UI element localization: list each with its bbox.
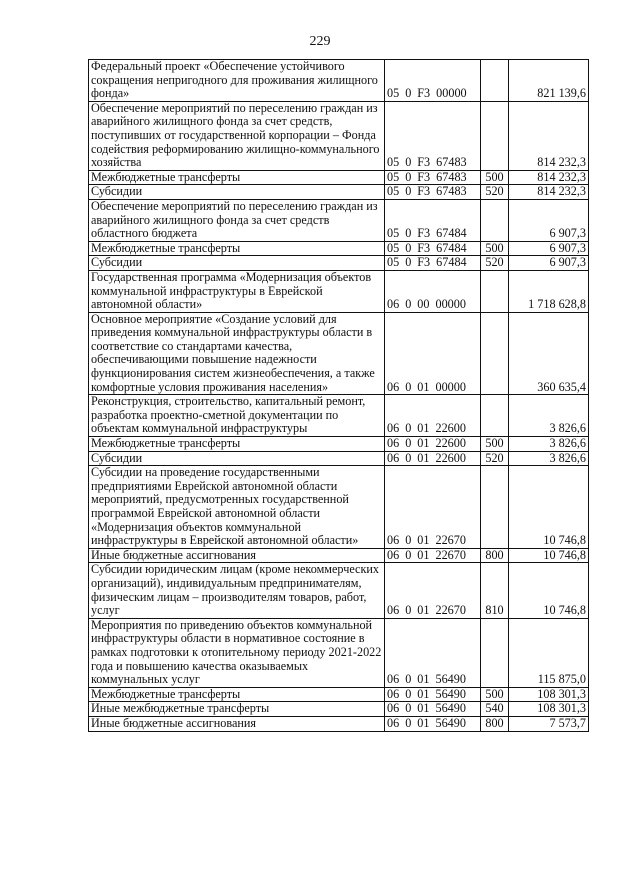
row-sum: 3 826,6 — [509, 395, 589, 437]
code-part-1: 05 — [387, 255, 400, 270]
code-part-4: 67484 — [436, 240, 467, 255]
code-part-1: 06 — [387, 603, 400, 618]
row-code — [385, 702, 481, 717]
code-part-1: 06 — [387, 379, 400, 394]
row-sum: 6 907,3 — [509, 241, 589, 256]
row-sum: 814 232,3 — [509, 170, 589, 185]
code-part-1: 05 — [387, 169, 400, 184]
code-part-4: 67483 — [436, 155, 467, 170]
row-code — [385, 395, 481, 437]
row-sum: 3 826,6 — [509, 437, 589, 452]
code-part-4: 22670 — [435, 547, 466, 562]
table-row — [89, 101, 589, 170]
row-expense-type: 520 — [481, 451, 509, 466]
row-name: Субсидии — [89, 185, 385, 200]
code-part-4: 56490 — [435, 701, 466, 716]
table-row — [89, 687, 589, 702]
row-sum: 108 301,3 — [509, 687, 589, 702]
row-name: Обеспечение мероприятий по переселению граждан из аварийного жилищного фонда за счет средств областного бюджета — [89, 199, 385, 241]
row-sum: 821 139,6 — [509, 60, 589, 102]
row-expense-type: 500 — [481, 687, 509, 702]
code-part-2: 0 — [405, 436, 412, 451]
code-part-2: 0 — [405, 603, 412, 618]
code-part-4: 00000 — [435, 297, 466, 312]
code-part-4: 56490 — [435, 686, 466, 701]
code-part-2: 0 — [405, 155, 412, 170]
row-expense-type: 800 — [481, 548, 509, 563]
code-part-1: 06 — [387, 715, 400, 730]
row-name: Межбюджетные трансферты — [89, 170, 385, 185]
row-sum: 814 232,3 — [509, 185, 589, 200]
row-code — [385, 451, 481, 466]
code-part-4: 22670 — [435, 603, 466, 618]
code-part-1: 06 — [387, 547, 400, 562]
row-name: Межбюджетные трансферты — [89, 437, 385, 452]
row-code — [385, 687, 481, 702]
table-row — [89, 548, 589, 563]
row-expense-type — [481, 270, 509, 312]
row-sum: 814 232,3 — [509, 101, 589, 170]
row-sum: 108 301,3 — [509, 702, 589, 717]
row-name: Основное мероприятие «Создание условий для приведения коммунальной инфраструктуры области в соответствие со стандартами качества, обеспечивающими повышение надежности функционирования систем жизнеобеспечения, а также комфортные условия проживания населения» — [89, 312, 385, 395]
row-sum: 1 718 628,8 — [509, 270, 589, 312]
table-row — [89, 451, 589, 466]
code-part-4: 67483 — [436, 169, 467, 184]
code-part-2: 0 — [405, 686, 412, 701]
row-code — [385, 548, 481, 563]
code-part-1: 05 — [387, 86, 400, 101]
code-part-1: 06 — [387, 686, 400, 701]
row-code — [385, 199, 481, 241]
row-expense-type: 500 — [481, 437, 509, 452]
row-expense-type: 520 — [481, 256, 509, 271]
table-row — [89, 170, 589, 185]
row-code — [385, 256, 481, 271]
code-part-4: 22600 — [435, 450, 466, 465]
row-sum: 115 875,0 — [509, 618, 589, 687]
row-name: Межбюджетные трансферты — [89, 241, 385, 256]
row-expense-type — [481, 60, 509, 102]
code-part-2: 0 — [405, 701, 412, 716]
row-code — [385, 101, 481, 170]
code-part-1: 06 — [387, 672, 400, 687]
code-part-1: 05 — [387, 184, 400, 199]
code-part-1: 06 — [387, 701, 400, 716]
row-name: Реконструкция, строительство, капитальный ремонт, разработка проектно-сметной документации по объектам коммунальной инфраструктуры — [89, 395, 385, 437]
row-expense-type: 810 — [481, 563, 509, 618]
code-part-1: 05 — [387, 226, 400, 241]
row-code — [385, 716, 481, 731]
code-part-4: 22600 — [435, 421, 466, 436]
code-part-3: 01 — [417, 686, 430, 701]
row-name: Иные межбюджетные трансферты — [89, 702, 385, 717]
row-name: Субсидии на проведение государственными предприятиями Еврейской автономной области мероприятий, предусмотренных государственной программой Еврейской автономной области «Модернизация объектов коммунальной инфраструктуры в Еврейской автономной области» — [89, 466, 385, 549]
code-part-4: 56490 — [435, 672, 466, 687]
code-part-3: 01 — [417, 436, 430, 451]
row-expense-type — [481, 101, 509, 170]
row-expense-type — [481, 199, 509, 241]
row-sum: 7 573,7 — [509, 716, 589, 731]
row-name: Мероприятия по приведению объектов коммунальной инфраструктуры области в нормативное состояние в рамках подготовки к отопительному периоду 2021-2022 года и повышению качества оказываемых коммунальных услуг — [89, 618, 385, 687]
code-part-3: F3 — [417, 155, 431, 170]
code-part-3: 01 — [417, 603, 430, 618]
code-part-4: 67484 — [436, 226, 467, 241]
row-name: Иные бюджетные ассигнования — [89, 548, 385, 563]
row-name: Обеспечение мероприятий по переселению граждан из аварийного жилищного фонда за счет средств, поступивших от государственной корпорации – Фонда содействия реформированию жилищно-коммунального хозяйства — [89, 101, 385, 170]
code-part-3: F3 — [417, 169, 431, 184]
code-part-3: F3 — [417, 240, 431, 255]
row-sum: 10 746,8 — [509, 466, 589, 549]
code-part-2: 0 — [405, 379, 412, 394]
row-name: Субсидии юридическим лицам (кроме некоммерческих организаций), индивидуальным предпринимателям, физическим лицам – производителям товаров, работ, услуг — [89, 563, 385, 618]
table-row — [89, 256, 589, 271]
code-part-4: 67484 — [436, 255, 467, 270]
table-row — [89, 563, 589, 618]
row-name: Иные бюджетные ассигнования — [89, 716, 385, 731]
row-sum: 3 826,6 — [509, 451, 589, 466]
table-row — [89, 466, 589, 549]
code-part-3: 01 — [417, 379, 430, 394]
code-part-1: 06 — [387, 450, 400, 465]
row-name: Субсидии — [89, 451, 385, 466]
code-part-2: 0 — [405, 450, 412, 465]
row-code — [385, 312, 481, 395]
code-part-3: 01 — [417, 450, 430, 465]
row-expense-type — [481, 618, 509, 687]
row-expense-type: 800 — [481, 716, 509, 731]
row-expense-type — [481, 312, 509, 395]
row-name: Федеральный проект «Обеспечение устойчивого сокращения непригодного для проживания жилищного фонда» — [89, 60, 385, 102]
code-part-1: 06 — [387, 436, 400, 451]
row-code — [385, 60, 481, 102]
code-part-3: 01 — [417, 701, 430, 716]
table-row — [89, 395, 589, 437]
row-code — [385, 270, 481, 312]
code-part-2: 0 — [405, 547, 412, 562]
code-part-2: 0 — [405, 297, 412, 312]
table-row — [89, 437, 589, 452]
row-expense-type — [481, 466, 509, 549]
table-row — [89, 702, 589, 717]
table-row — [89, 618, 589, 687]
table-row — [89, 270, 589, 312]
table-row — [89, 185, 589, 200]
code-part-4: 22670 — [435, 533, 466, 548]
row-sum: 6 907,3 — [509, 199, 589, 241]
row-code — [385, 466, 481, 549]
row-expense-type — [481, 395, 509, 437]
code-part-4: 00000 — [436, 86, 467, 101]
row-sum: 10 746,8 — [509, 563, 589, 618]
row-name: Межбюджетные трансферты — [89, 687, 385, 702]
row-code — [385, 618, 481, 687]
row-expense-type: 520 — [481, 185, 509, 200]
code-part-3: 01 — [417, 547, 430, 562]
code-part-2: 0 — [405, 240, 412, 255]
code-part-2: 0 — [405, 86, 412, 101]
code-part-3: 01 — [417, 421, 430, 436]
row-name: Государственная программа «Модернизация объектов коммунальной инфраструктуры в Еврейской автономной области» — [89, 270, 385, 312]
code-part-2: 0 — [405, 715, 412, 730]
row-expense-type: 500 — [481, 170, 509, 185]
row-sum: 6 907,3 — [509, 256, 589, 271]
row-code — [385, 185, 481, 200]
code-part-2: 0 — [405, 169, 412, 184]
row-code — [385, 170, 481, 185]
row-sum: 10 746,8 — [509, 548, 589, 563]
code-part-3: F3 — [417, 86, 431, 101]
code-part-3: 00 — [417, 297, 430, 312]
table-row — [89, 241, 589, 256]
table-row — [89, 312, 589, 395]
table-row — [89, 716, 589, 731]
code-part-3: 01 — [417, 533, 430, 548]
code-part-2: 0 — [405, 255, 412, 270]
row-expense-type: 500 — [481, 241, 509, 256]
row-name: Субсидии — [89, 256, 385, 271]
code-part-3: 01 — [417, 715, 430, 730]
code-part-1: 06 — [387, 421, 400, 436]
page-number: 229 — [309, 34, 331, 49]
budget-table — [88, 59, 589, 732]
row-sum: 360 635,4 — [509, 312, 589, 395]
code-part-3: F3 — [417, 255, 431, 270]
row-code — [385, 437, 481, 452]
code-part-3: F3 — [417, 184, 431, 199]
code-part-2: 0 — [405, 421, 412, 436]
code-part-4: 56490 — [435, 715, 466, 730]
code-part-1: 05 — [387, 240, 400, 255]
row-expense-type: 540 — [481, 702, 509, 717]
code-part-1: 06 — [387, 297, 400, 312]
code-part-4: 22600 — [435, 436, 466, 451]
code-part-4: 67483 — [436, 184, 467, 199]
code-part-1: 06 — [387, 533, 400, 548]
code-part-4: 00000 — [435, 379, 466, 394]
table-row — [89, 60, 589, 102]
code-part-2: 0 — [405, 672, 412, 687]
table-row — [89, 199, 589, 241]
code-part-1: 05 — [387, 155, 400, 170]
row-code — [385, 563, 481, 618]
code-part-3: 01 — [417, 672, 430, 687]
code-part-2: 0 — [405, 226, 412, 241]
code-part-3: F3 — [417, 226, 431, 241]
code-part-2: 0 — [405, 533, 412, 548]
row-code — [385, 241, 481, 256]
budget-table-body — [89, 60, 589, 732]
code-part-2: 0 — [405, 184, 412, 199]
